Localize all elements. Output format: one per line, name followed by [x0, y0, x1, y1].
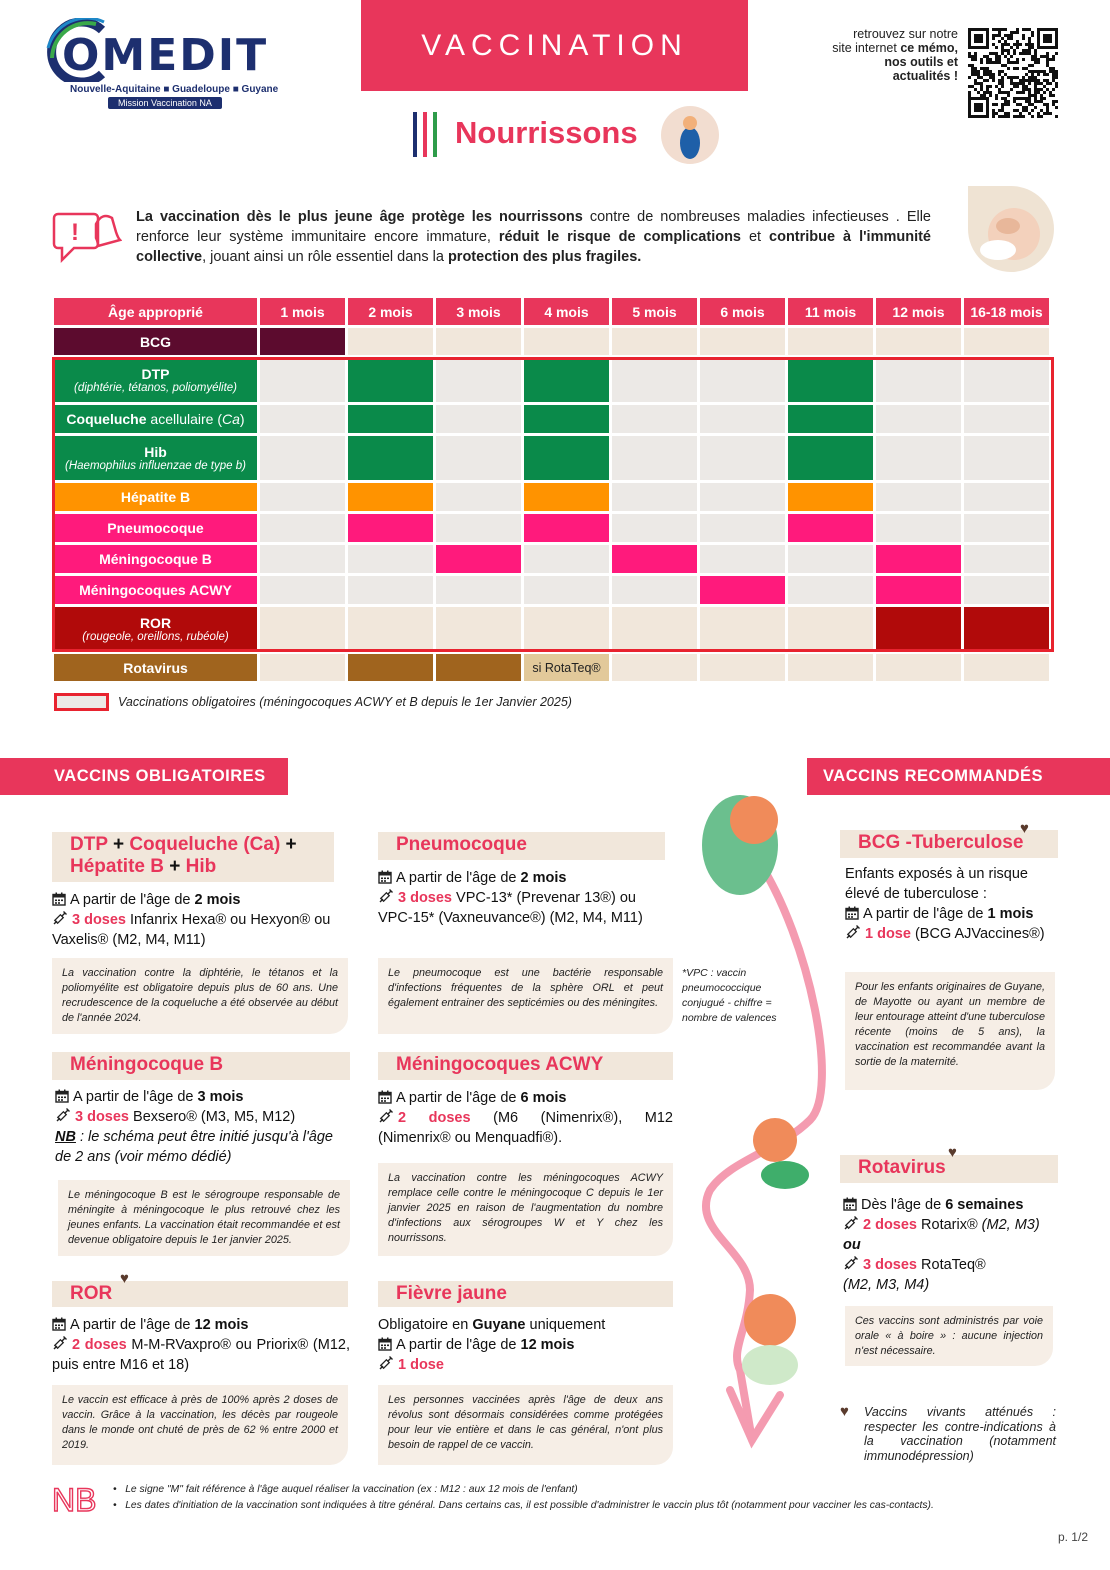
card-pneumo-title: Pneumocoque — [378, 832, 665, 860]
schedule-empty-cell — [876, 328, 961, 355]
card-ror-note: Le vaccin est efficace à près de 100% après 2 doses de vaccin. Grâce à la vaccination, les décès par rougeole dans le monde ont chuté de près de 62 % entre 2000 et 2019. — [52, 1385, 348, 1465]
schedule-dose-cell — [260, 328, 345, 355]
baby-timeline-illustration — [690, 790, 840, 1470]
vaccine-label: Coqueluche acellulaire (Ca) — [54, 405, 257, 433]
schedule-dose-cell — [348, 654, 433, 681]
header-month: 2 mois — [348, 298, 433, 325]
syringe-icon — [52, 1335, 68, 1349]
legend-swatch — [54, 693, 109, 711]
card-dtp-note: La vaccination contre la diphtérie, le tétanos et la poliomyélite est obligatoire depuis plus de 60 ans. Une recrudescence de la coqueluche a été observée au début de l'année 2024. — [52, 958, 348, 1034]
schedule-empty-cell — [524, 328, 609, 355]
syringe-icon — [52, 910, 68, 924]
vaccine-label: Méningocoques ACWY — [54, 576, 257, 604]
card-rota-info: Dès l'âge de 6 semaines 2 doses Rotarix® (M2, M3) ou 3 doses RotaTeq® (M2, M3, M4) — [843, 1197, 1040, 1293]
vaccine-label: Hépatite B — [54, 483, 257, 511]
schedule-empty-cell — [788, 328, 873, 355]
calendar-icon — [378, 870, 392, 884]
section-obligatory: VACCINS OBLIGATOIRES — [0, 758, 288, 795]
calendar-icon — [52, 1317, 66, 1331]
header-month: 1 mois — [260, 298, 345, 325]
card-menb-info: A partir de l'âge de 3 mois 3 doses Bexsero® (M3, M5, M12) NB : le schéma peut être initié jusqu'à l'âge de 2 ans (voir mémo dédié) — [55, 1089, 333, 1165]
syringe-icon — [378, 888, 394, 902]
card-pneumo-note: Le pneumocoque est une bactérie responsable d'infections fréquentes de la sphère ORL et peut également entrainer des septicémies ou des méningites. — [378, 958, 673, 1034]
baby-photo — [968, 186, 1054, 272]
card-fj-info: Obligatoire en Guyane uniquement A partir de l'âge de 12 mois 1 dose — [378, 1317, 606, 1373]
nb-logo-icon — [52, 1484, 100, 1514]
schedule-empty-cell — [612, 328, 697, 355]
card-bcg-title: BCG -Tuberculose — [840, 830, 1058, 858]
header-month: 16-18 mois — [964, 298, 1049, 325]
intro-paragraph: La vaccination dès le plus jeune âge protège les nourrissons contre de nombreuses maladies infectieuses . Elle renforce leur système immunitaire encore immature, réduit le risque de complications et contribue à l'immunité collective, jouant ainsi un rôle essentiel dans la protection des plus fragiles. — [136, 209, 932, 265]
vpc-footnote: *VPC : vaccin pneumococcique conjugué - chiffre = nombre de valences — [682, 967, 777, 1024]
vaccine-label: Hib (Haemophilus influenzae de type b) — [54, 436, 257, 480]
card-rota-title: Rotavirus — [840, 1155, 1058, 1183]
syringe-icon — [378, 1355, 394, 1369]
header-age-label: Âge approprié — [54, 298, 257, 325]
heart-icon: ♥ — [120, 1270, 129, 1287]
schedule-row — [54, 654, 1054, 681]
card-ror-title: ROR — [52, 1281, 348, 1307]
page-title: VACCINATION — [361, 0, 748, 91]
syringe-icon — [843, 1255, 859, 1269]
schedule-empty-cell — [348, 328, 433, 355]
card-acwy-title: Méningocoques ACWY — [378, 1052, 673, 1080]
card-menb-note: Le méningocoque B est le sérogroupe responsable de méningite à méningocoque le plus retrouvé chez les jeunes enfants. La vaccination était recommandée et est devenue obligatoire depuis le 1er janvier 2025. — [58, 1180, 350, 1256]
syringe-icon — [845, 924, 861, 938]
card-fj-note: Les personnes vaccinées après l'âge de deux ans révolus sont désormais considérées comme protégées pour leur vie entière et dans le cas général, n'ont plus besoin de rappel de ce vaccin. — [378, 1385, 673, 1465]
heart-icon: ♥ — [948, 1144, 957, 1161]
header-month: 4 mois — [524, 298, 609, 325]
logo-regions: Nouvelle-Aquitaine ■ Guadeloupe ■ Guyane — [70, 84, 279, 95]
calendar-icon — [378, 1090, 392, 1104]
card-pneumo-info: A partir de l'âge de 2 mois 3 doses VPC-13* (Prevenar 13®) ou VPC-15* (Vaxneuvance®) (M2, M4, M11) — [378, 870, 643, 926]
subtitle-bars-icon — [412, 112, 442, 157]
header-month: 11 mois — [788, 298, 873, 325]
calendar-icon — [55, 1089, 69, 1103]
qr-caption: retrouvez sur notre site internet ce mémo, nos outils et actualités ! — [832, 27, 958, 83]
schedule-empty-cell — [260, 654, 345, 681]
svg-text:NB: NB — [52, 1484, 97, 1514]
live-vaccine-note: Vaccins vivants atténués : respecter les contre-indications à la vaccination (notamment immunodépression) — [864, 1405, 1056, 1463]
card-acwy-note: La vaccination contre les méningocoques ACWY remplace celle contre le méningocoque C depuis le 1er janvier 2025 en raison de l'augmentation du nombre d'infections aux sérogroupes W et Y chez les nourrissons. — [378, 1163, 673, 1256]
vaccine-label: Méningocoque B — [54, 545, 257, 573]
card-ror-info: A partir de l'âge de 12 mois 2 doses M-M-RVaxpro® ou Priorix® (M12, puis entre M16 et 18) — [52, 1317, 350, 1373]
schedule-empty-cell — [700, 328, 785, 355]
syringe-icon — [378, 1108, 394, 1122]
page-number: p. 1/2 — [1057, 1530, 1088, 1544]
vaccine-label: DTP (diphtérie, tétanos, poliomyélite) — [54, 358, 257, 402]
vaccine-label: ROR (rougeole, oreillons, rubéole) — [54, 607, 257, 651]
alert-bell-icon — [52, 206, 122, 268]
footer-notes: • Le signe "M" fait référence à l'âge auquel réaliser la vaccination (ex : M12 : aux 12 mois de l'enfant) • Les dates d'initiation de la vaccination sont indiquées à titre général. Dans certains cas, il est possible d'administrer le vaccin plus tôt (notamment pour vacciner les cas-contacts). — [113, 1484, 934, 1511]
schedule-empty-cell — [436, 328, 521, 355]
vaccine-label: BCG — [54, 328, 257, 355]
header-month: 12 mois — [876, 298, 961, 325]
schedule-empty-cell — [964, 654, 1049, 681]
schedule-empty-cell — [876, 654, 961, 681]
section-recommended: VACCINS RECOMMANDÉS — [807, 758, 1110, 795]
syringe-icon — [55, 1107, 71, 1121]
calendar-icon — [378, 1337, 392, 1351]
header-month: 5 mois — [612, 298, 697, 325]
heart-icon: ♥ — [1020, 820, 1029, 837]
vaccine-label: Rotavirus — [54, 654, 257, 681]
obligatory-vaccines-frame — [52, 357, 1054, 652]
logo-mission: Mission Vaccination NA — [108, 97, 222, 109]
logo: OMEDIT — [62, 30, 269, 81]
schedule-empty-cell — [964, 328, 1049, 355]
heart-icon: ♥ — [840, 1403, 849, 1420]
calendar-icon — [843, 1197, 857, 1211]
card-acwy-info: A partir de l'âge de 6 mois 2 doses (M6 (Nimenrix®), M12 (Nimenrix® ou Menquadfi®). — [378, 1090, 673, 1146]
baby-illustration-icon — [660, 105, 720, 165]
card-bcg-note: Pour les enfants originaires de Guyane, de Mayotte ou ayant un membre de leur entourage atteint d'une tuberculose récente (moins de 5 ans), la vaccination est recommandée avant la sortie de la maternité. — [845, 972, 1055, 1090]
schedule-empty-cell — [612, 654, 697, 681]
card-dtp-info: A partir de l'âge de 2 mois 3 doses Infanrix Hexa® ou Hexyon® ou Vaxelis® (M2, M4, M11) — [52, 892, 331, 948]
syringe-icon — [843, 1215, 859, 1229]
svg-text:!: ! — [71, 219, 79, 246]
header-month: 6 mois — [700, 298, 785, 325]
qr-code-icon[interactable] — [968, 28, 1058, 118]
vaccine-label: Pneumocoque — [54, 514, 257, 542]
page-subtitle: Nourrissons — [455, 115, 638, 150]
card-dtp-title: DTP + Coqueluche (Ca) + Hépatite B + Hib — [52, 832, 334, 882]
header-month: 3 mois — [436, 298, 521, 325]
schedule-dose-cell: si RotaTeq® — [524, 654, 609, 681]
card-fj-title: Fièvre jaune — [378, 1281, 673, 1307]
legend-text: Vaccinations obligatoires (méningocoques ACWY et B depuis le 1er Janvier 2025) — [118, 695, 572, 709]
schedule-empty-cell — [700, 654, 785, 681]
card-rota-note: Ces vaccins sont administrés par voie orale « à boire » : aucune injection n'est nécessaire. — [845, 1306, 1053, 1366]
calendar-icon — [845, 906, 859, 920]
card-bcg-info: Enfants exposés à un risque élevé de tuberculose : A partir de l'âge de 1 mois 1 dose (BCG AJVaccines®) — [845, 866, 1045, 942]
schedule-empty-cell — [788, 654, 873, 681]
schedule-row — [54, 328, 1054, 355]
card-menb-title: Méningocoque B — [52, 1052, 350, 1080]
schedule-dose-cell — [436, 654, 521, 681]
table-header-row — [54, 298, 1054, 325]
calendar-icon — [52, 892, 66, 906]
baby-hand-illustration-icon — [968, 186, 1054, 272]
